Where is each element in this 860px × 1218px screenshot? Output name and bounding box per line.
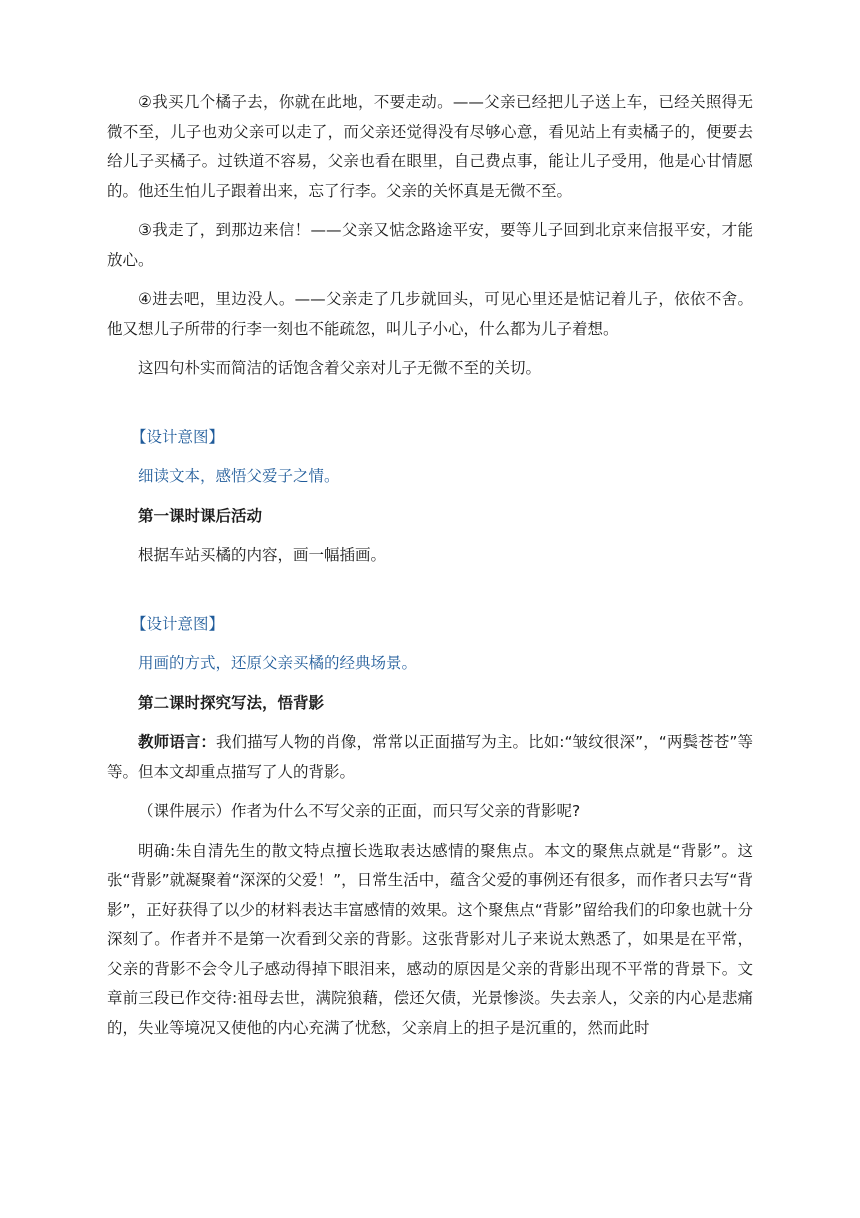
lesson-one-activity-title: 第一课时课后活动 <box>138 506 263 525</box>
answer-paragraph: 明确:朱自清先生的散文特点擅长选取表达感情的聚焦点。本文的聚焦点就是“背影”。这张“背影”就凝聚着“深深的父爱！”，日常生活中，蕴含父爱的事例还有很多，而作者只去写“背影”，正好获得了以少的材料表达丰富感情的效果。这个聚焦点“背影”留给我们的印象也就十分深刻了。作者并不是第一次看到父亲的背影。这张背影对儿子来说太熟悉了，如果是在平常，父亲的背影不会令儿子感动得掉下眼泪来，感动的原因是父亲的背影出现不平常的背景下。文章前三段已作交待:祖母去世，满院狼藉，偿还欠债，光景惨淡。失去亲人，父亲的内心是悲痛的，失业等境况又使他的内心充满了忧愁，父亲肩上的担子是沉重的，然而此时 <box>107 841 753 1037</box>
lesson-two-title: 第二课时探究写法，悟背影 <box>138 693 325 712</box>
teacher-language-paragraph <box>107 728 753 787</box>
design-intent-text-2: 用画的方式，还原父亲买橘的经典场景。 <box>138 654 418 672</box>
design-intent-heading-2: 【设计意图】 <box>131 614 225 633</box>
paragraph-write-letter: ③我走了，到那边来信！——父亲又惦念路途平安，要等儿子回到北京来信报平安，才能放心。 <box>107 221 753 269</box>
lesson-one-activity-text: 根据车站买橘的内容，画一幅插画。 <box>138 546 387 564</box>
teacher-language-label: 教师语言： <box>138 733 217 751</box>
spacer <box>107 394 753 423</box>
design-intent-heading-1: 【设计意图】 <box>131 427 225 446</box>
paragraph-go-inside: ④进去吧，里边没人。——父亲走了几步就回头，可见心里还是惦记着儿子，依依不舍。他又想儿子所带的行李一刻也不能疏忽，叫儿子小心，什么都为儿子着想。 <box>107 290 753 338</box>
document-page <box>107 88 753 1053</box>
paragraph-summary: 这四句朴实而简洁的话饱含着父亲对儿子无微不至的关切。 <box>138 359 542 377</box>
courseware-question: （课件展示）作者为什么不写父亲的正面，而只写父亲的背影呢? <box>138 802 581 820</box>
spacer <box>107 581 753 610</box>
design-intent-text-1: 细读文本，感悟父爱子之情。 <box>138 467 340 485</box>
paragraph-orange-purchase: ②我买几个橘子去，你就在此地，不要走动。——父亲已经把儿子送上车，已经关照得无微不至，儿子也劝父亲可以走了，而父亲还觉得没有尽够心意，看见站上有卖橘子的，便要去给儿子买橘子。过铁道不容易，父亲也看在眼里，自己费点事，能让儿子受用，他是心甘情愿的。他还生怕儿子跟着出来，忘了行李。父亲的关怀真是无微不至。 <box>107 93 753 200</box>
teacher-language-text: 我们描写人物的肖像，常常以正面描写为主。比如:“皱纹很深”，“两鬓苍苍”等等。但本文却重点描写了人的背影。 <box>107 733 753 781</box>
